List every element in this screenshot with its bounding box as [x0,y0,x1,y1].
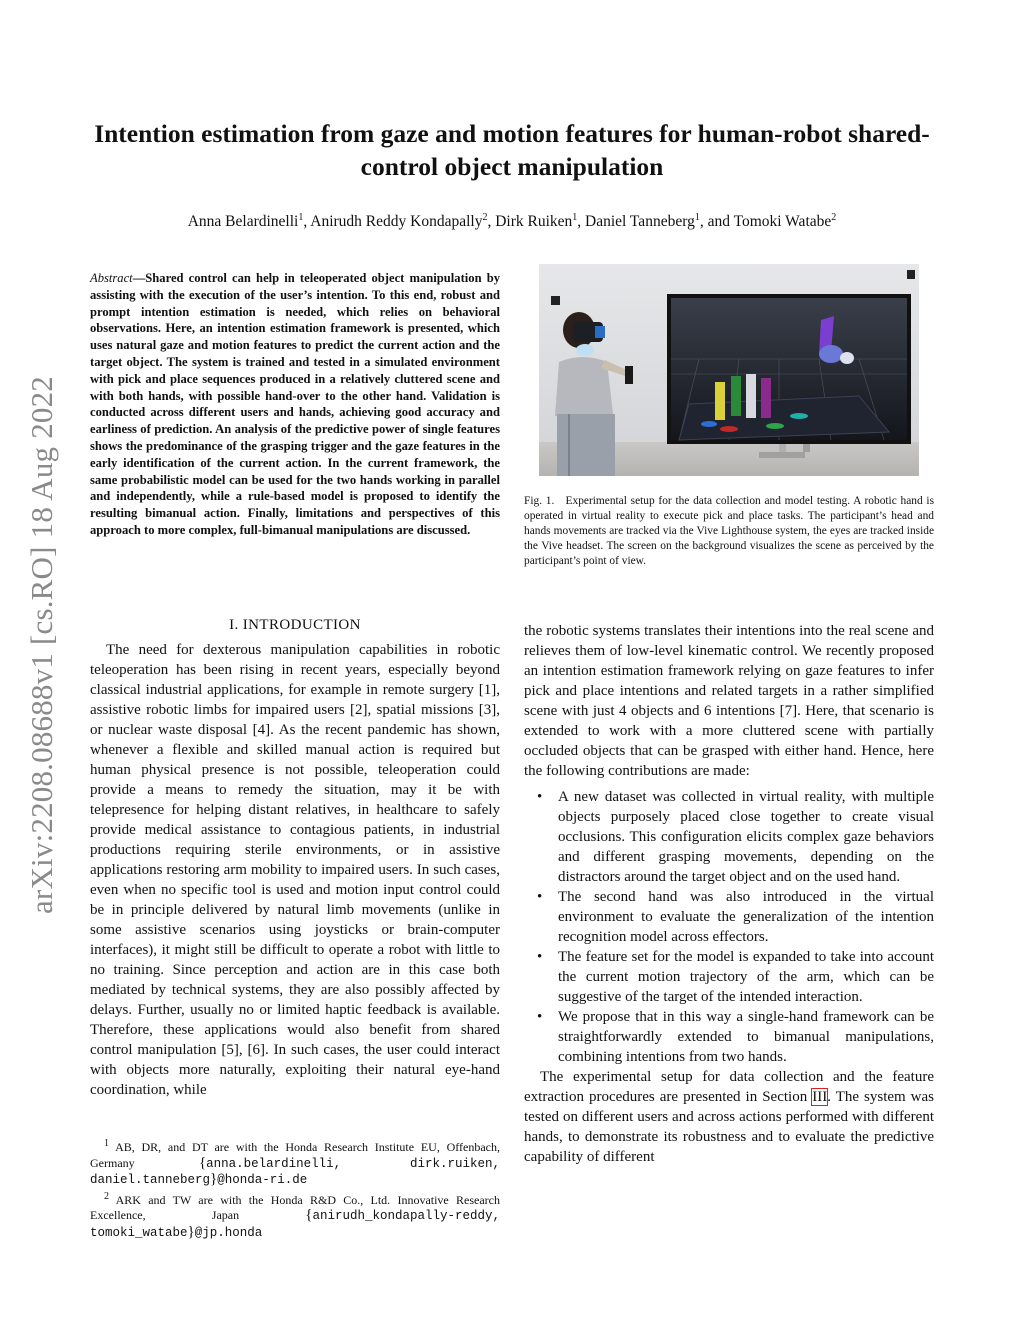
arxiv-identifier: arXiv:2208.08688v1 [cs.RO] 18 Aug 2022 [24,375,59,915]
intro-paragraph-2: The experimental setup for data collection and the feature extraction procedures are presented in Section III. The system was tested on different users and across actions performed with different hands, to demonstrate its robustness and to evaluate the predictive capability of different [524,1069,935,1165]
list-item: • The feature set for the model is expanded to take into account the current motion trajectory of the arm, which can be suggestive of the target of the intended interaction. [524,947,934,1007]
section-reference-link[interactable]: III [812,1089,828,1105]
figure-label: Fig. 1. [524,495,555,507]
author-list [60,212,964,231]
author-separator: , [303,213,311,231]
intro-paragraph-continued: the robotic systems translates their intentions into the real scene and relieves them of low-level kinematic control. We recently proposed an intention estimation framework relying on gaze features to infer pick and place intentions and related targets in a rather simplified scene with just 4 objects and 6 intentions [7]. Here, that scenario is extended to work with a more cluttered scene with partially occluded objects that can be grasped with either hand. Hence, here the following contributions are made: [524,623,934,779]
arxiv-sidebar [18,345,66,945]
introduction-left-column [90,640,500,1100]
paper-title: Intention estimation from gaze and motion features for human-robot shared-control object manipulation [94,119,930,181]
author-name: Anna Belardinelli [187,213,299,231]
intro-paragraph: The need for dexterous manipulation capabilities in robotic teleoperation has been rising in recent years, especially beyond classical industrial applications, for example in remote surgery [1], assistive robotic limbs for impaired users [2], spatial missions [3], or nuclear waste disposal [4]. As the recent pandemic has shown, whenever a flexible and skilled manual action is required but human physical presence is not possible, teleoperation could provide a means to remedy the situation, may it be with telepresence for helping distant relatives, in healthcare to safely provide medical assistance to contagious patients, in industrial productions requiring sterile environments, or in assistive applications restoring arm mobility to impaired users. In such cases, even when no specific tool is used and motion input control could be in principle delivered by natural limb movements (unlike in some assistive scenarios using joysticks or brain-computer interfaces), it might still be difficult to operate a robot with little to no training. Since perception and action are in this case both mediated by technical systems, they are also possibly affected by delays. Further, usually no or limited haptic feedback is available. Therefore, these applications would also benefit from shared control manipulation [5], [6]. In such cases, the user could interact with objects more naturally, exploiting their natural eye-hand coordination, while [90,642,500,1098]
vr-setup-illustration [539,264,919,476]
affiliation-mark: 2 [831,212,837,223]
footnote-1: $^1$ AB, DR, and DT are with the Honda Research Institute EU, Offenbach, Germany {anna.belardinelli, dirk.ruiken, daniel.tanneberg}@honda-ri.de [90,1138,500,1187]
figure-caption-text: Experimental setup for the data collection and model testing. A robotic hand is operated in virtual reality to execute pick and place tasks. The participant’s head and hands movements are tracked via the Vive Lighthouse system, the eyes are tracked inside the Vive headset. The screen on the background visualizes the scene as perceived by the participant’s point of view. [524,495,934,567]
list-item: • A new dataset was collected in virtual reality, with multiple objects purposely placed close together to create visual occlusions. This configuration elicits complex gaze behaviors and different grasping movements, depending on the distractors around the target object and on the used hand. [524,787,934,887]
contribution-list [524,787,934,1067]
list-item: • We propose that in this way a single-hand framework can be straightforwardly extended to bimanual manipulations, combining intentions from two hands. [524,1007,934,1067]
abstract-dash: — [132,271,146,285]
list-item: • The second hand was also introduced in the virtual environment to evaluate the generalization of the intention recognition model across effectors. [524,887,934,947]
affiliation-mark: 1 [694,212,700,223]
affiliation-mark: 2 [482,212,488,223]
abstract-label: Abstract [90,271,133,285]
affiliation-mark: 1 [572,212,578,223]
author-name: Daniel Tanneberg [585,213,695,231]
author-separator: , [487,213,496,231]
author-separator: , [577,213,586,231]
section-heading-introduction: I. INTRODUCTION [229,617,361,633]
footnote-2: $^2$ ARK and TW are with the Honda R&D Co., Ltd. Innovative Research Excellence, Japan {anirudh_kondapally-reddy, tomoki_watabe}@jp.honda [90,1190,500,1240]
abstract-text: Shared control can help in teleoperated object manipulation by assisting with the execution of the user’s intention. To this end, robust and prompt intention estimation is needed, which relies on behavioral observations. Here, an intention estimation framework is presented, which uses natural gaze and motion features to predict the current action and the target object. The system is trained and tested in a simulated environment with pick and place sequences produced in a relatively cluttered scene and with both hands, with possible hand-over to the other hand. Validation is conducted across different users and hands, achieving good accuracy and earliness of prediction. An analysis of the predictive power of single features shows the predominance of the grasping trigger and the gaze features in the early identification of the current action. In the current framework, the same probabilistic model can be used for the two hands working in parallel and independently, while a rule-based model is proposed to identify the resulting bimanual action. Finally, limitations and perspectives of this approach to more complex, full-bimanual manipulations are discussed. [90,271,500,537]
author-name: Dirk Ruiken [495,213,573,231]
footnotes [90,1136,500,1241]
author-name: Anirudh Reddy Kondapally [310,213,483,231]
figure-1-photo [539,264,919,476]
figure-1-caption [524,494,934,569]
author-separator: , and [699,213,734,231]
affiliation-mark: 1 [298,212,304,223]
introduction-right-column [524,621,934,1167]
author-name: Tomoki Watabe [733,213,832,231]
abstract [90,270,500,539]
